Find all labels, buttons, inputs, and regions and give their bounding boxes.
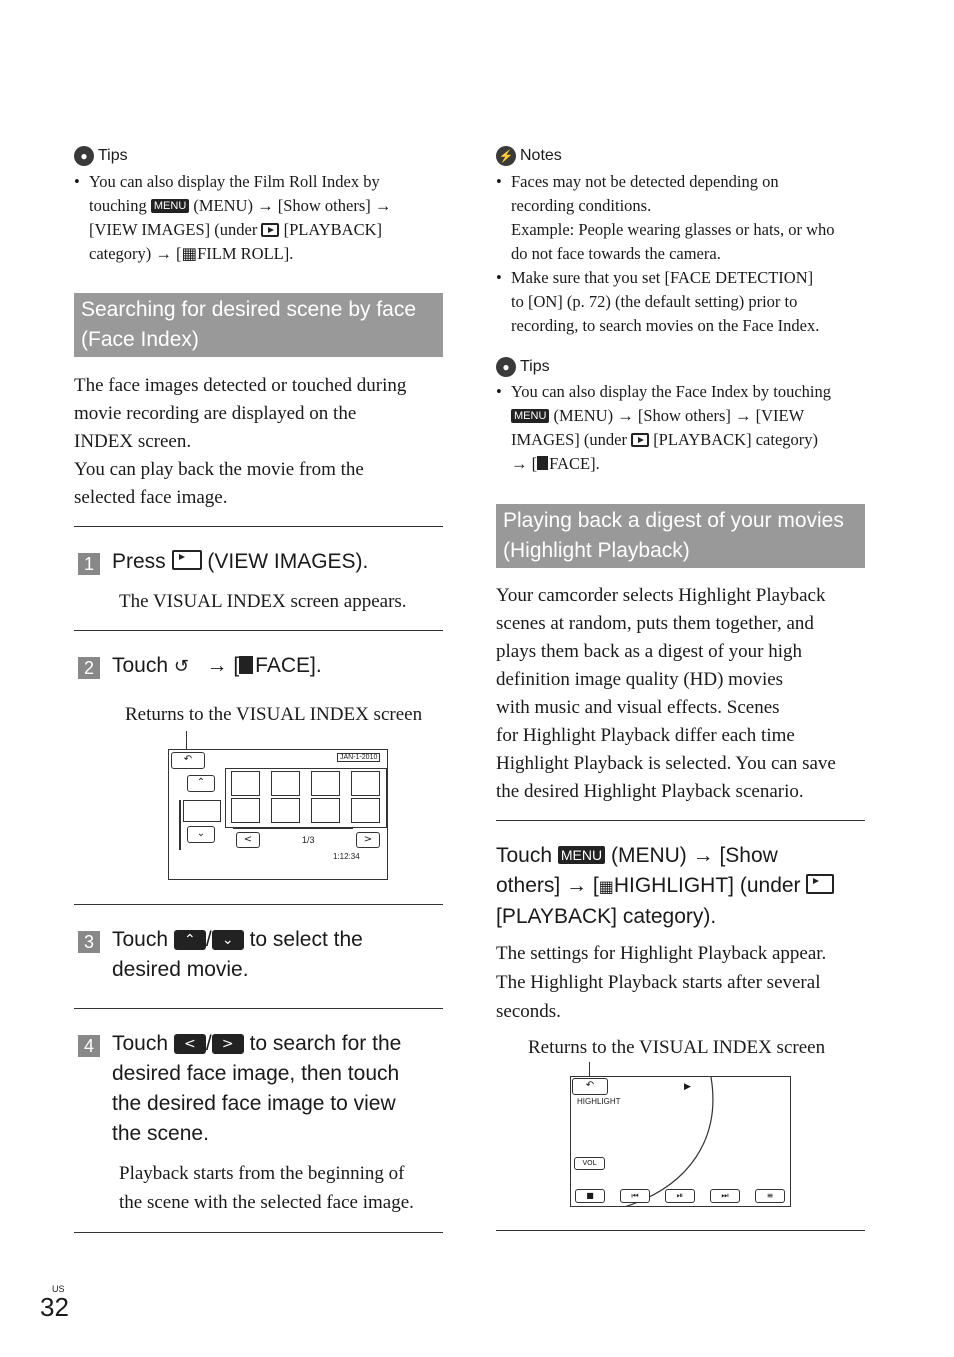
- up-button[interactable]: ⌃: [187, 775, 215, 792]
- thumbnail[interactable]: [231, 798, 260, 823]
- thumbnail[interactable]: [271, 798, 300, 823]
- page-region-label: US: [52, 1284, 65, 1294]
- step1-note: The VISUAL INDEX screen appears.: [119, 591, 407, 612]
- down-button[interactable]: ⌄: [187, 826, 215, 843]
- right-arrow-icon: >: [212, 1034, 244, 1054]
- menu-icon: MENU: [511, 409, 549, 423]
- face-index-intro: The face images detected or touched during movie recording are displayed on the INDEX screen. You can play back the movie from the selected face image.: [74, 375, 407, 508]
- face-icon: [537, 456, 548, 470]
- tips-heading: ● Tips: [496, 357, 550, 377]
- thumbnail[interactable]: [351, 771, 380, 796]
- playback-icon: [261, 223, 279, 237]
- lightbulb-icon: ●: [496, 357, 516, 377]
- highlight-screen: [570, 1076, 791, 1207]
- left-arrow-icon: <: [174, 1034, 206, 1054]
- thumbnail[interactable]: [311, 771, 340, 796]
- step-number: 1: [78, 553, 100, 575]
- face-thumbnail[interactable]: [183, 800, 221, 822]
- notes-heading: ⚡ Notes: [496, 146, 562, 166]
- tips-item: • You can also display the Film Roll Index by touching MENU (MENU) → [Show others] → [VIEW IMAGES] (under [PLAYBACK] category) → [▦FILM ROLL].: [74, 172, 392, 263]
- next-button[interactable]: ⏭: [710, 1189, 740, 1203]
- stop-button[interactable]: ■: [575, 1189, 605, 1203]
- play-indicator-icon: ▶: [684, 1081, 691, 1091]
- thumbnail[interactable]: [231, 771, 260, 796]
- return-button[interactable]: ↶: [171, 752, 205, 769]
- section-title-highlight: Playing back a digest of your movies (Highlight Playback): [496, 504, 865, 568]
- step-number: 2: [78, 657, 100, 679]
- section-title-face-index: Searching for desired scene by face (Face Index): [74, 293, 443, 357]
- highlight-icon: ▦: [598, 877, 614, 896]
- step3-text: Touch ⌃ / ⌄ to select the desired movie.: [112, 928, 363, 981]
- note-item: • Make sure that you set [FACE DETECTION] to [ON] (p. 72) (the default setting) prior to recording, to search movies on the Face Index.: [496, 268, 820, 335]
- highlight-step-text: Touch MENU (MENU) → [Show others] → [▦HIGHLIGHT] (under [PLAYBACK] category).: [496, 841, 876, 932]
- next-button[interactable]: >: [356, 832, 380, 848]
- date-label: JAN-1-2010: [337, 753, 380, 762]
- thumbnail[interactable]: [351, 798, 380, 823]
- play-pause-button[interactable]: ⏯: [665, 1189, 695, 1203]
- playback-icon: [631, 433, 649, 447]
- step4-text: Touch < / > to search for the desired face image, then touch the desired face image to view the scene.: [112, 1032, 402, 1145]
- menu-icon: MENU: [558, 846, 605, 864]
- divider: [74, 1232, 443, 1233]
- divider: [496, 820, 865, 821]
- progress-line: [233, 827, 353, 829]
- step4-note: Playback starts from the beginning of the scene with the selected face image.: [119, 1163, 414, 1213]
- page-indicator: 1/3: [302, 835, 315, 845]
- thumbnail[interactable]: [311, 798, 340, 823]
- highlight-intro: Your camcorder selects Highlight Playback scenes at random, puts them together, and plays them back as a digest of your high definition image quality (HD) movies with music and visual effects. Scenes for Highlight Playback differ each time Highlight Playback is selected. You can save the desired Highlight Playback scenario.: [496, 585, 836, 802]
- divider: [74, 1008, 443, 1009]
- divider: [74, 904, 443, 905]
- thumbnail-grid: [225, 768, 387, 828]
- divider: [74, 526, 443, 527]
- menu-icon: MENU: [151, 199, 189, 213]
- volume-button[interactable]: VOL: [574, 1157, 605, 1170]
- step-number: 4: [78, 1035, 100, 1057]
- visual-index-screen: [168, 749, 388, 880]
- prev-button[interactable]: <: [236, 832, 260, 848]
- thumbnail[interactable]: [271, 771, 300, 796]
- note-item: • Faces may not be detected depending on recording conditions. Example: People wearing glasses or hats, or who do not face towards the camera.: [496, 172, 835, 263]
- callout-line: [186, 731, 187, 751]
- time-label: 1:12:34: [333, 852, 360, 861]
- highlight-step-note: The settings for Highlight Playback appear. The Highlight Playback starts after several seconds.: [496, 943, 827, 1022]
- notes-icon: ⚡: [496, 146, 516, 166]
- step-number: 3: [78, 931, 100, 953]
- return-button[interactable]: ↶: [572, 1078, 608, 1095]
- down-icon: ⌄: [212, 930, 244, 950]
- tips-item: • You can also display the Face Index by touching MENU (MENU) → [Show others] → [VIEW IMAGES] (under [PLAYBACK] category) → [ FACE].: [496, 382, 832, 473]
- divider: [74, 630, 443, 631]
- switch-index-icon: ↺: [173, 656, 189, 677]
- screen2-caption: Returns to the VISUAL INDEX screen: [528, 1037, 826, 1058]
- lightbulb-icon: ●: [74, 146, 94, 166]
- highlight-label: HIGHLIGHT: [577, 1097, 621, 1106]
- page-number: 32: [40, 1292, 69, 1322]
- view-images-icon: [172, 550, 202, 570]
- settings-button[interactable]: ≡: [755, 1189, 785, 1203]
- tips-heading: ● Tips: [74, 146, 128, 166]
- face-icon: [239, 656, 253, 674]
- scrollbar[interactable]: [179, 800, 181, 850]
- playback-icon: [806, 874, 834, 894]
- up-icon: ⌃: [174, 930, 206, 950]
- screen1-caption: Returns to the VISUAL INDEX screen: [125, 704, 423, 725]
- divider: [496, 1230, 865, 1231]
- step1-text: Press (VIEW IMAGES).: [112, 550, 369, 573]
- previous-button[interactable]: ⏮: [620, 1189, 650, 1203]
- step2-text: Touch ↺ → [ FACE].: [112, 654, 322, 677]
